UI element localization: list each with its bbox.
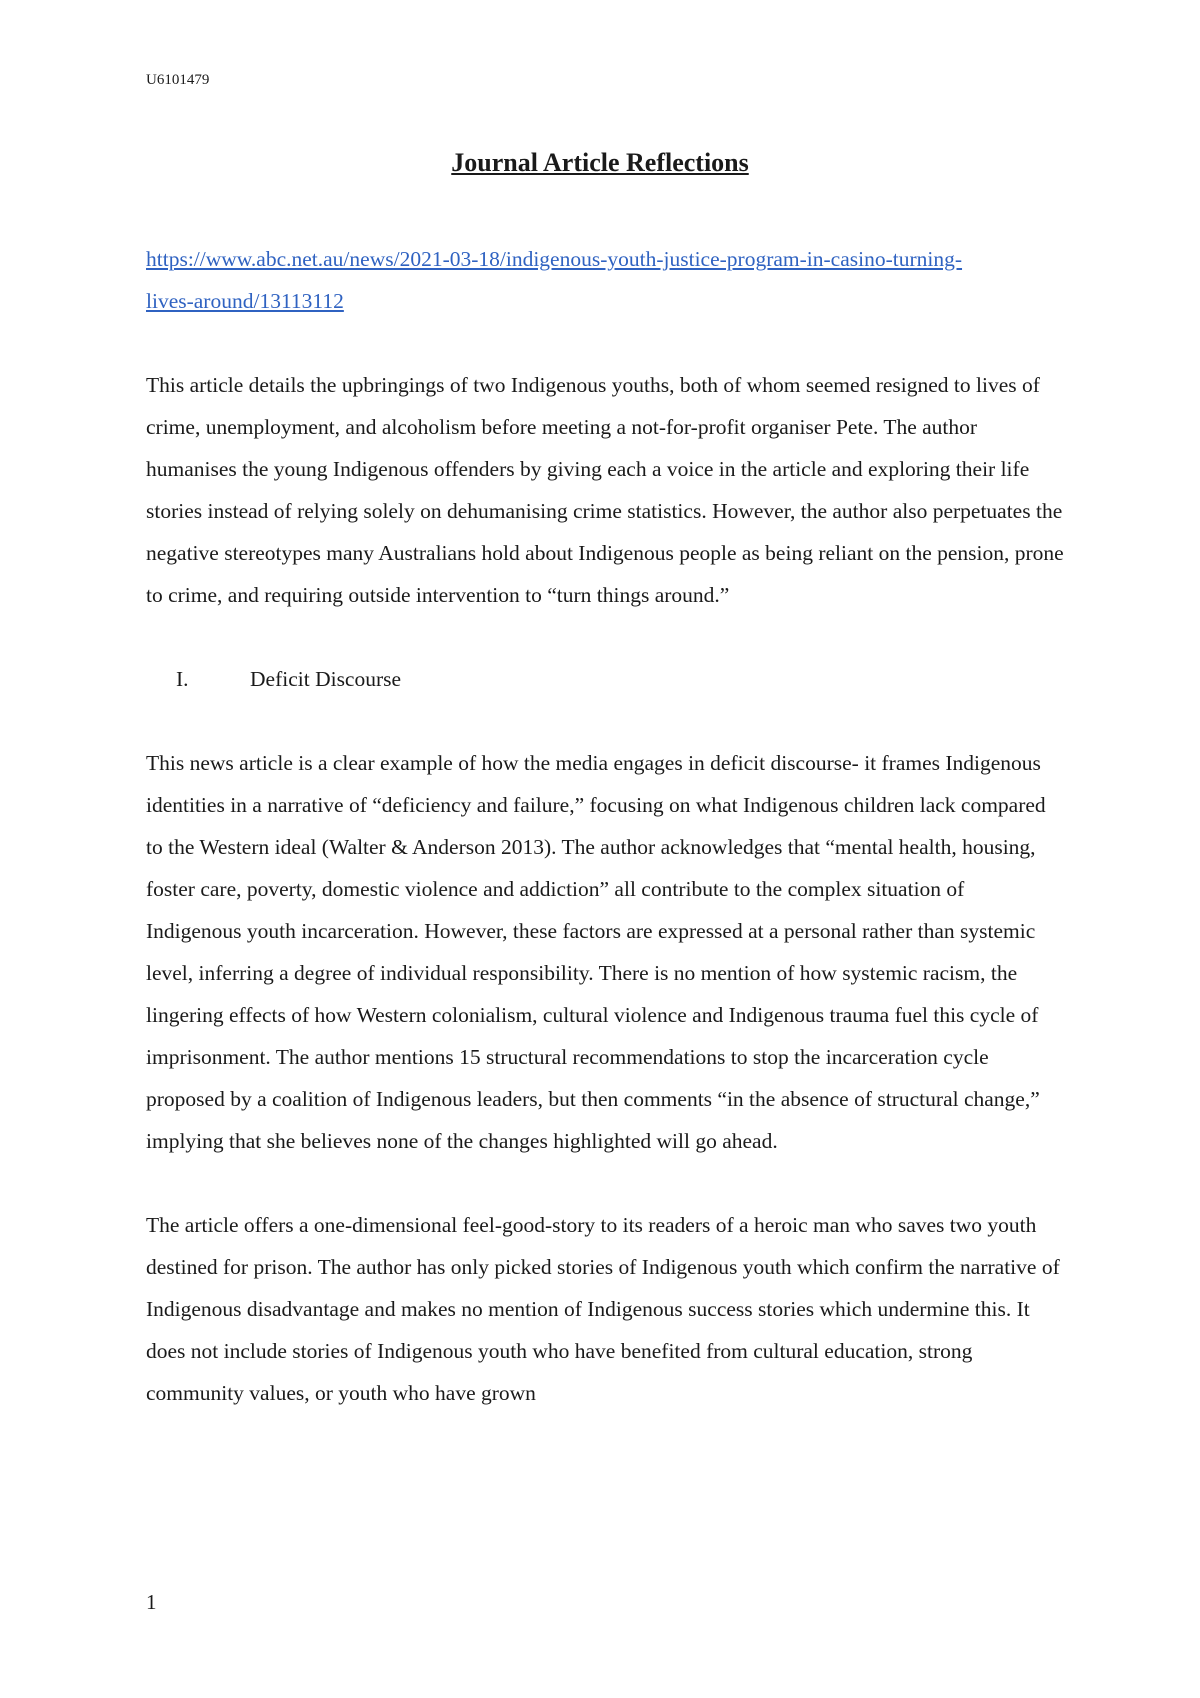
one-dimensional-story-paragraph: The article offers a one-dimensional feel-good-story to its readers of a heroic man who saves two youth destined for prison. The author has only picked stories of Indigenous youth which confirm the narrative of Indigenous disadvantage and makes no mention of Indigenous success stories which undermine this. It does not include stories of Indigenous youth who have benefited from cultural education, strong community values, or youth who have grown [146, 1213, 1060, 1405]
document-body [146, 238, 1066, 1414]
page-number: 1 [146, 1590, 157, 1614]
intro-paragraph: This article details the upbringings of two Indigenous youths, both of whom seemed resigned to lives of crime, unemployment, and alcoholism before meeting a not-for-profit organiser Pete. The author humanises the young Indigenous offenders by giving each a voice in the article and exploring their life stories instead of relying solely on dehumanising crime statistics. However, the author also perpetuates the negative stereotypes many Australians hold about Indigenous people as being reliant on the pension, prone to crime, and requiring outside intervention to “turn things around.” [146, 373, 1064, 607]
section-title: Deficit Discourse [250, 667, 402, 691]
deficit-discourse-paragraph: This news article is a clear example of how the media engages in deficit discourse- it frames Indigenous identities in a narrative of “deficiency and failure,” focusing on what Indigenous children lack compared to the Western ideal (Walter & Anderson 2013). The author acknowledges that “mental health, housing, foster care, poverty, domestic violence and addiction” all contribute to the complex situation of Indigenous youth incarceration. However, these factors are expressed at a personal rather than systemic level, inferring a degree of individual responsibility. There is no mention of how systemic racism, the lingering effects of how Western colonialism, cultural violence and Indigenous trauma fuel this cycle of imprisonment. The author mentions 15 structural recommendations to stop the incarceration cycle proposed by a coalition of Indigenous leaders, but then comments “in the absence of structural change,” implying that she believes none of the changes highlighted will go ahead. [146, 751, 1046, 1153]
article-link[interactable]: https://www.abc.net.au/news/2021-03-18/indigenous-youth-justice-program-in-casino-turning-lives-around/13113112 [146, 247, 963, 313]
document-title: Journal Article Reflections [451, 148, 749, 177]
section-number: I. [176, 667, 189, 691]
student-id-header: U6101479 [146, 72, 210, 88]
section-heading-deficit-discourse [146, 658, 1066, 700]
